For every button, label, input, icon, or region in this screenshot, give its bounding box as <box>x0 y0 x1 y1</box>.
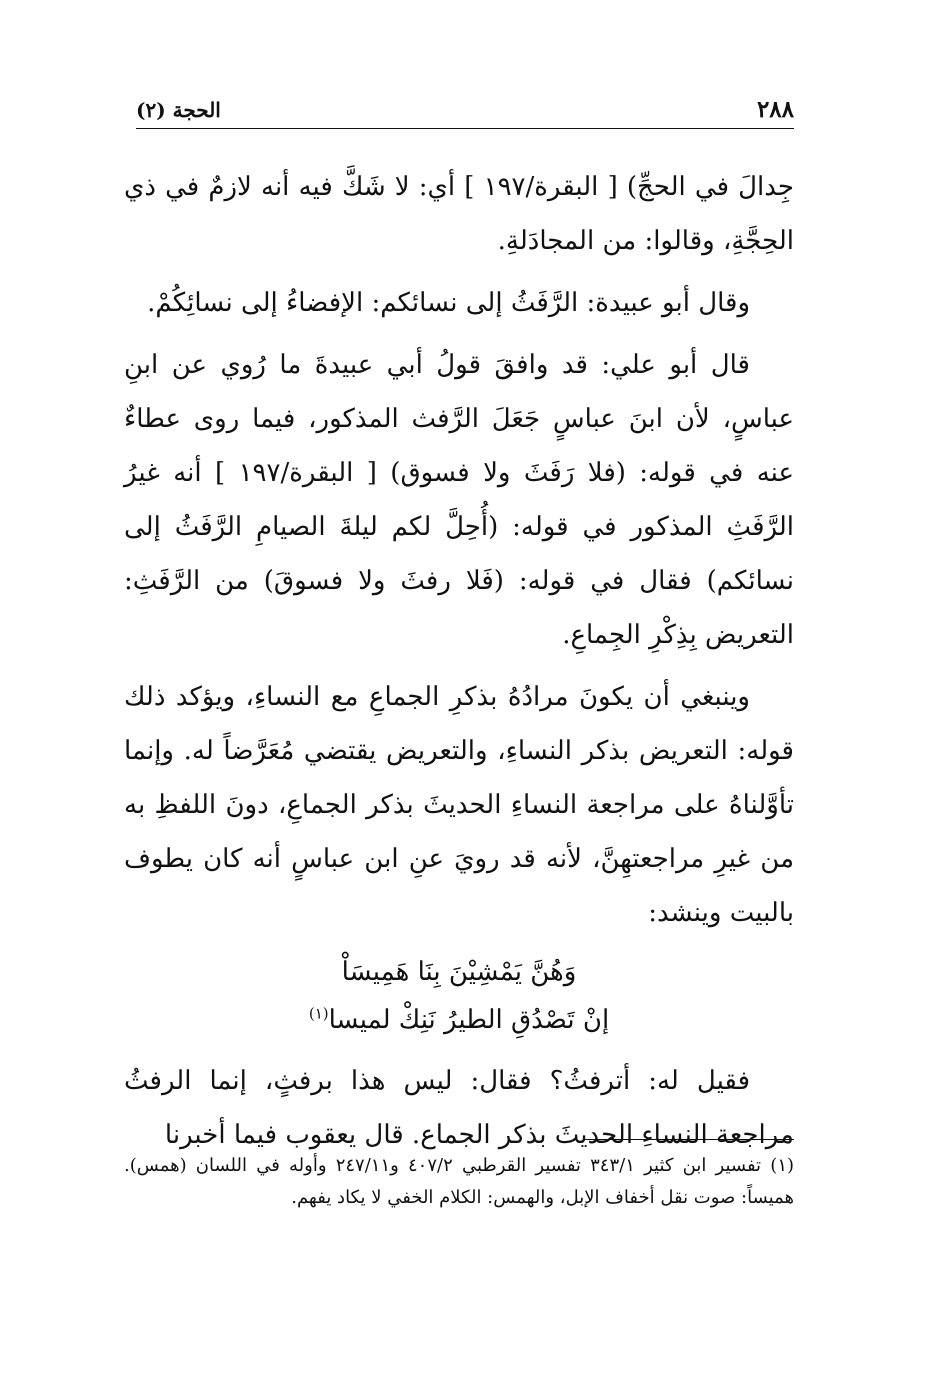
page-header <box>136 96 794 129</box>
paragraph-1: جِدالَ في الحجِّ) [ البقرة/١٩٧ ] أي: لا شَكَّ فيه أنه لازمٌ في ذي الحِجَّةِ، وقالوا: من المجادَلةِ. <box>124 172 794 256</box>
footnotes <box>124 1150 794 1214</box>
verse-line-2 <box>124 996 794 1044</box>
paragraph-3: قال أبو علي: قد وافقَ قولُ أبي عبيدةَ ما رُوي عن ابنِ عباسٍ، لأن ابنَ عباسٍ جَعَلَ الرَّفث المذكور، فيما روى عطاءٌ عنه في قوله: (فلا رَفَثَ ولا فسوق) [ البقرة/١٩٧ ] أنه غيرُ الرَّفَثِ المذكور في قوله: (أُحِلَّ لكم ليلةَ الصيامِ الرَّفَثُ إلى نسائكم) فقال في قوله: (فَلا رفثَ ولا فسوقَ) من الرَّفَثِ: التعريض بِذِكْرِ الجِماعِ. <box>124 350 794 650</box>
paragraph-2: وقال أبو عبيدة: الرَّفَثُ إلى نسائكم: الإفضاءُ إلى نسائِكُمْ. <box>147 288 750 318</box>
verse-line-2-text: إنْ تَصْدُقِ الطيرُ نَنِكْ لميسا <box>328 1005 610 1035</box>
running-title: الحجة (٢) <box>136 98 221 122</box>
footnote-1-text: تفسير ابن كثير ٣٤٣/١ تفسير القرطبي ٤٠٧/٢ و٢٤٧/١١ وأوله في اللسان (همس). هميساً: صوت نقل أخفاف الإبل، والهمس: الكلام الخفي لا يكاد يفهم. <box>124 1155 794 1208</box>
poetry-verse <box>124 948 794 1044</box>
footnote-1-marker: (١) <box>770 1155 795 1176</box>
footnote-divider <box>584 1139 794 1140</box>
verse-line-1: وَهُنَّ يَمْشِيْنَ بِنَا هَمِيسَاْ <box>341 957 577 987</box>
page-number: ٢٨٨ <box>756 96 794 123</box>
footnote-reference[interactable]: (١) <box>308 1004 329 1023</box>
paragraph-5: فقيل له: أترفثُ؟ فقال: ليس هذا برفثٍ، إنما الرفثُ مراجعة النساءِ الحديثَ بذكر الجماع. قال يعقوب فيما أخبرنا <box>124 1066 794 1150</box>
footnote-1 <box>124 1150 794 1214</box>
main-text <box>124 160 794 1170</box>
paragraph-4: وينبغي أن يكونَ مرادُهُ بذكرِ الجماعِ مع النساءِ، ويؤكد ذلك قوله: التعريض بذكر النساءِ، والتعريض يقتضي مُعَرَّضاً له. وإنما تأوَّلناهُ على مراجعة النساءِ الحديثَ بذكر الجماعِ، دونَ اللفظِ به من غيرِ مراجعتهِنَّ، لأنه قد رويَ عنِ ابن عباسٍ أنه كان يطوف بالبيت وينشد: <box>124 682 794 928</box>
